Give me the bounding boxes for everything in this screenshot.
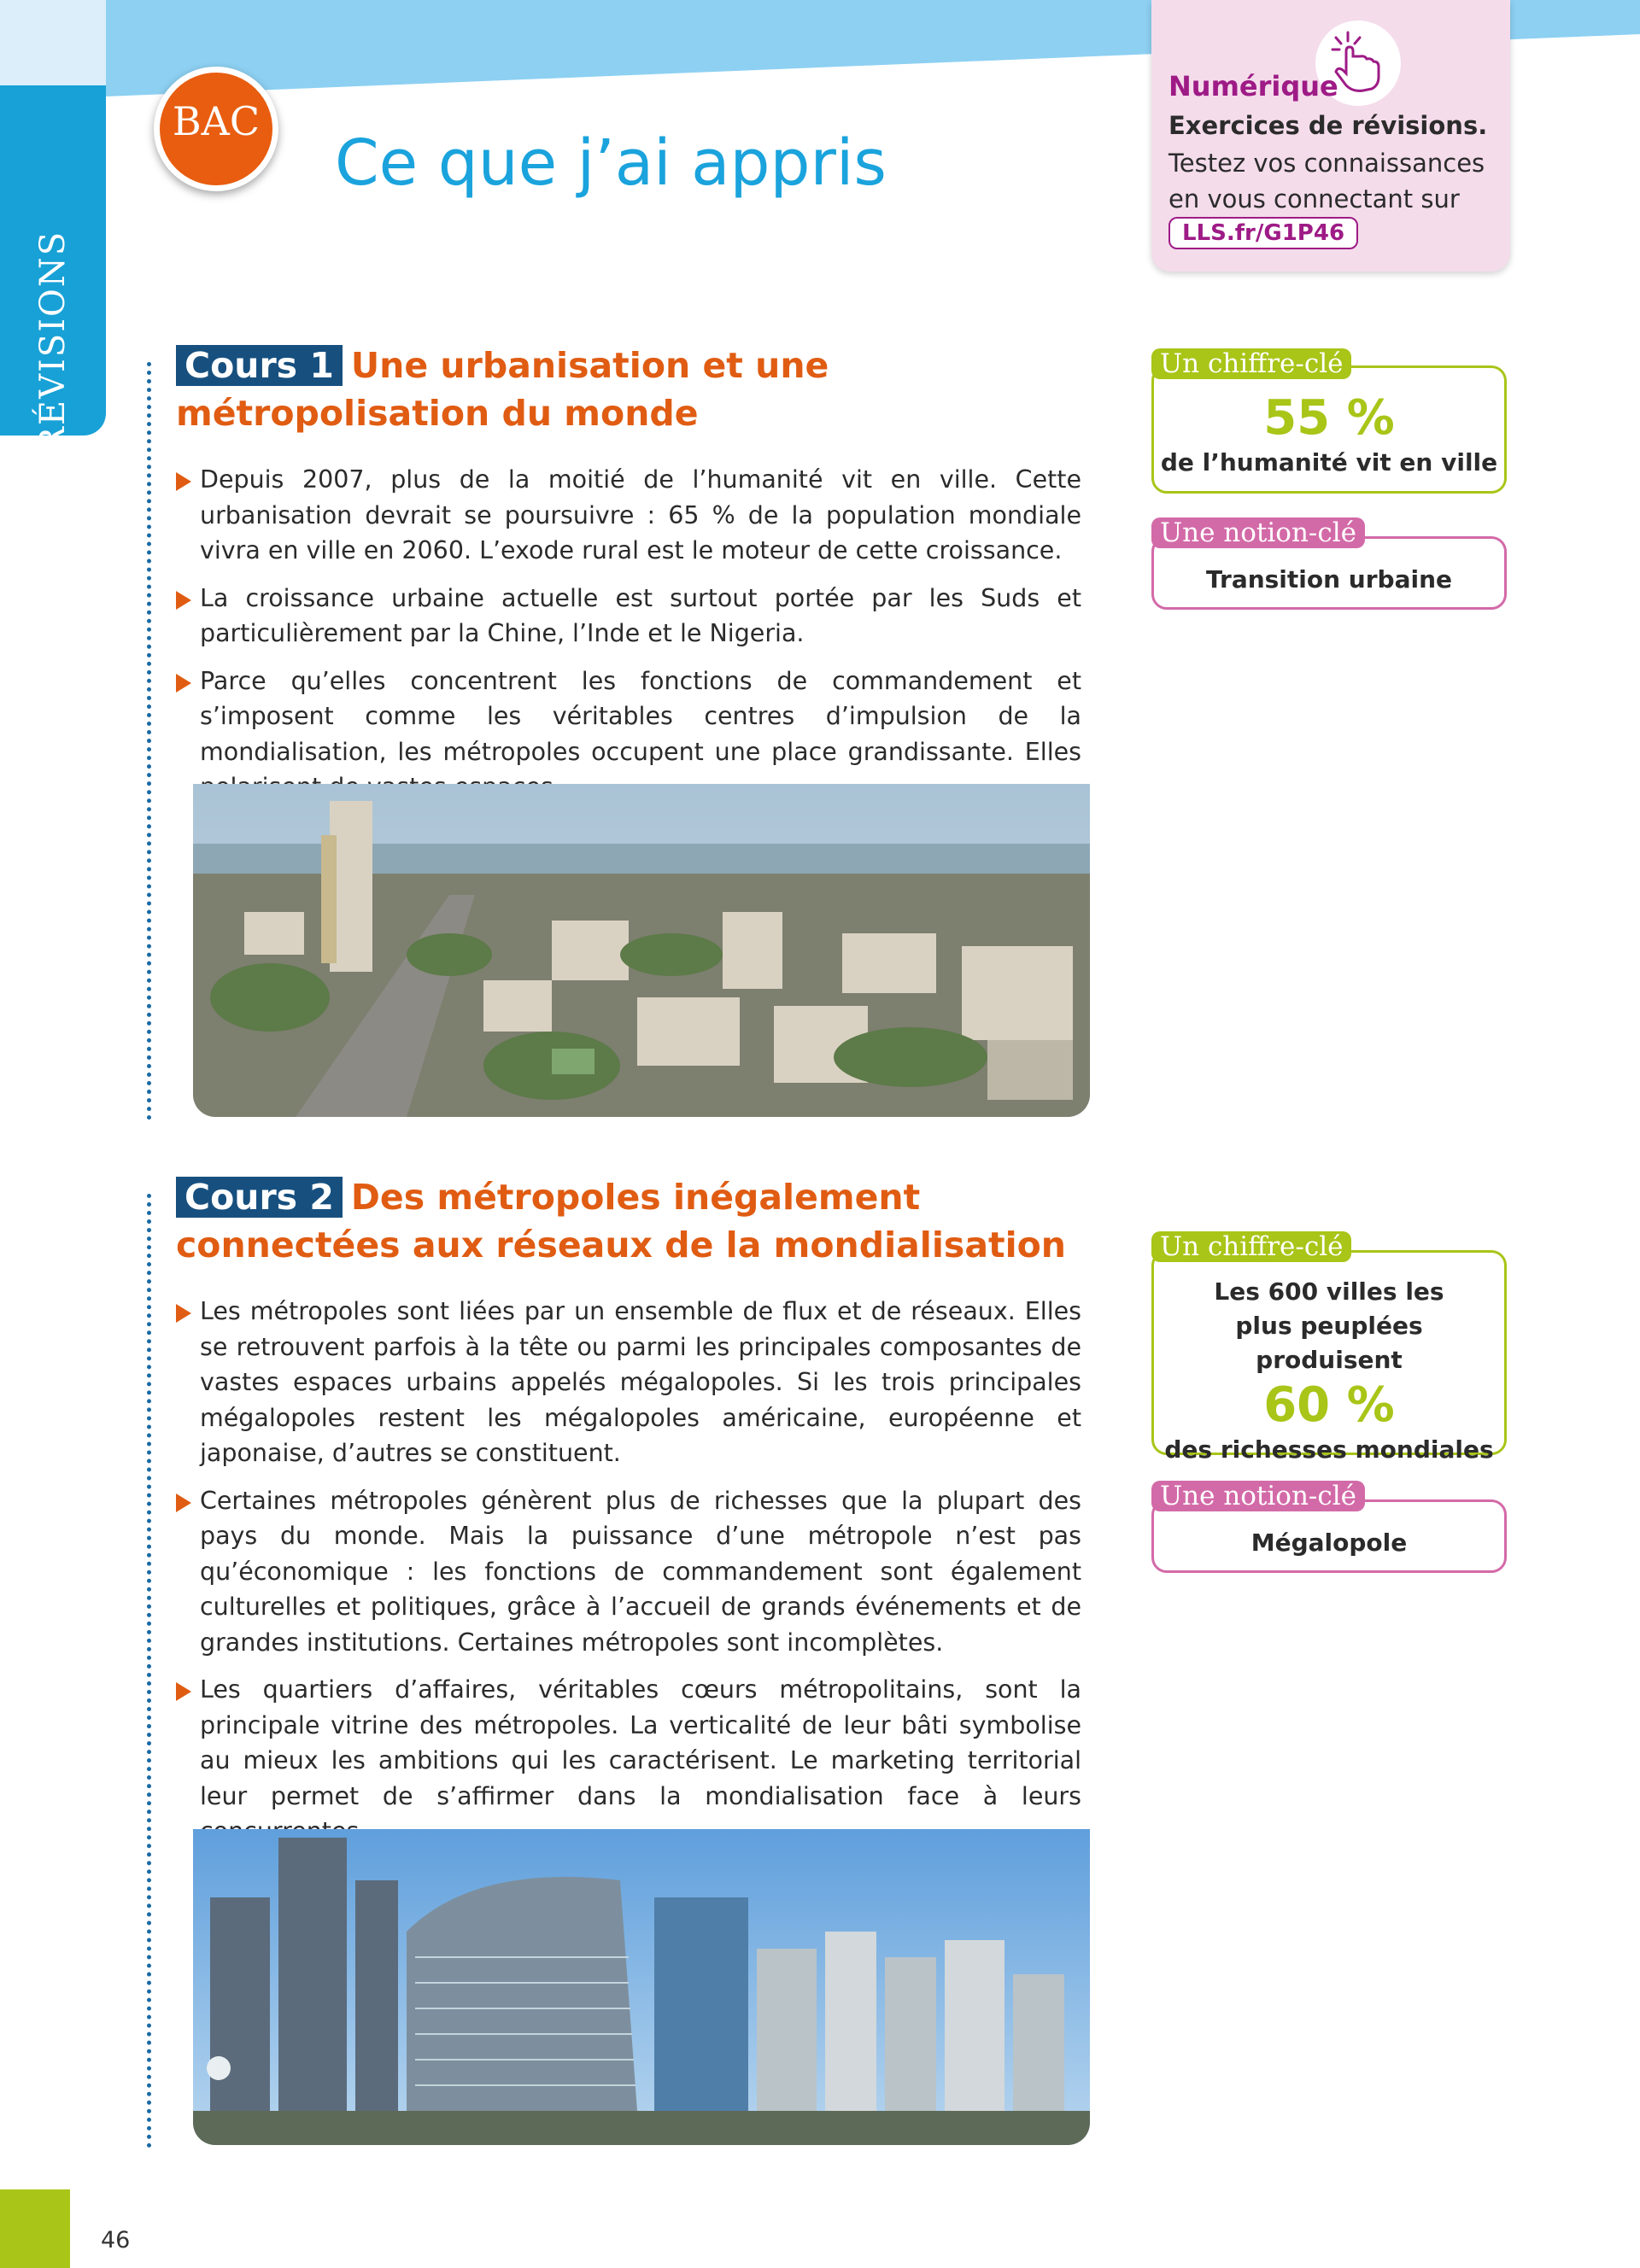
bullet-text: La croissance urbaine actuelle est surtout portée par les Suds et particulièrement par la Chine, l’Inde et le Nigeria. [200,583,1081,647]
bac-badge-label: BAC [172,98,261,144]
numerique-text: Testez vos connaissances en vous connectant sur [1168,149,1485,213]
list-item [176,1294,1081,1471]
numerique-label: Numérique [1168,70,1338,102]
cours2-key-figure-box [1151,1250,1507,1464]
cours1-title: Une urbanisation et une métropolisation du monde [176,345,829,434]
cours1-tag: Cours 1 [176,345,343,386]
bullet-arrow-icon [176,1493,191,1512]
numerique-link[interactable]: LLS.fr/G1P46 [1168,217,1358,249]
city-aerial-photo [193,784,1090,1117]
bullet-arrow-icon [176,1682,191,1701]
bullet-text: Les métropoles sont liées par un ensemble de flux et de réseaux. Elles se retrouvent parfois à la tête ou parmi les principales composantes de vastes espaces urbains appelés mégalopoles. Si les trois principales mégalopoles restent les mégalopoles américaine, européenne et japonaise, d’autres se constituent. [200,1297,1081,1467]
bullet-text: Depuis 2007, plus de la moitié de l’humanité vit en ville. Cette urbanisation devrait se poursuivre : 65 % de la population mondiale vivra en ville en 2060. L’exode rural est le moteur de cette croissance. [200,465,1081,564]
numerique-subtitle: Exercices de révisions. [1168,111,1488,140]
cours2-bullet-list [176,1294,1081,1862]
cours1-bullet-list [176,462,1081,817]
cours2-key-figure-value: 60 % [1263,1377,1395,1433]
cours1-key-notion-text: Transition urbaine [1205,565,1453,593]
bullet-arrow-icon [176,472,191,491]
bullet-arrow-icon [176,591,191,610]
cours2-key-notion-label: Une notion-clé [1151,1481,1365,1511]
cours1-heading [176,342,1098,437]
side-tab-label: RÉVISIONS [33,230,73,453]
bullet-text: Certaines métropoles génèrent plus de richesses que la plupart des pays du monde. Mais la puissance d’une métropole n’est pas qu’économique : les fonctions de commandement sont également culturelles et politiques, grâce à l’accueil de grands événements et de grandes institutions. Certaines métropoles sont incomplètes. [200,1486,1081,1657]
cours2-key-figure-text: des richesses mondiales [1164,1435,1494,1464]
bullet-text: Les quartiers d’affaires, véritables cœurs métropolitains, sont la principale vitrine des métropoles. La verticalité de leur bâti symbolise au mieux les ambitions qui les caractérisent. Le marketing territorial leur permet de s’affirmer dans la mondialisation face à leurs [200,1675,1081,1810]
cours1-key-notion-label: Une notion-clé [1151,517,1365,548]
cours2-title: Des métropoles inégalement connectées aux réseaux de la mondialisation [176,1177,1066,1266]
cours2-key-figure-pretext: Les 600 villes les plus peuplées produisent [1214,1277,1444,1374]
cours2-heading [176,1173,1098,1269]
cours1-dotted-rule [147,362,151,1120]
list-item [176,1672,1081,1850]
revisions-side-tab [0,85,106,453]
footer-green-corner [0,2189,70,2268]
list-item [176,1483,1081,1661]
list-item [176,462,1081,569]
bullet-arrow-icon [176,1304,191,1323]
cours1-key-figure-box [1151,365,1507,494]
cours1-key-figure-label: Un chiffre-clé [1151,348,1351,379]
bullet-text: Parce qu’elles concentrent les fonctions de commandement et s’imposent comme les véritables centres d’impulsion de la mondialisation, les métropoles occupent une place grandissante. Elles [200,666,1081,766]
bac-badge [154,67,278,191]
cours2-tag: Cours 2 [176,1177,343,1218]
cours2-key-figure-label: Un chiffre-clé [1151,1231,1351,1262]
bullet-arrow-icon [176,674,191,693]
cours2-key-notion-text: Mégalopole [1250,1529,1408,1557]
cours1-key-figure-text: de l’humanité vit en ville [1160,448,1498,476]
list-item [176,581,1081,652]
page-number: 46 [101,2227,131,2253]
cours2-dotted-rule [147,1194,151,2148]
business-district-photo [193,1829,1090,2145]
page-title: Ce que j’ai appris [335,126,887,200]
cours1-key-figure-value: 55 % [1263,390,1395,446]
